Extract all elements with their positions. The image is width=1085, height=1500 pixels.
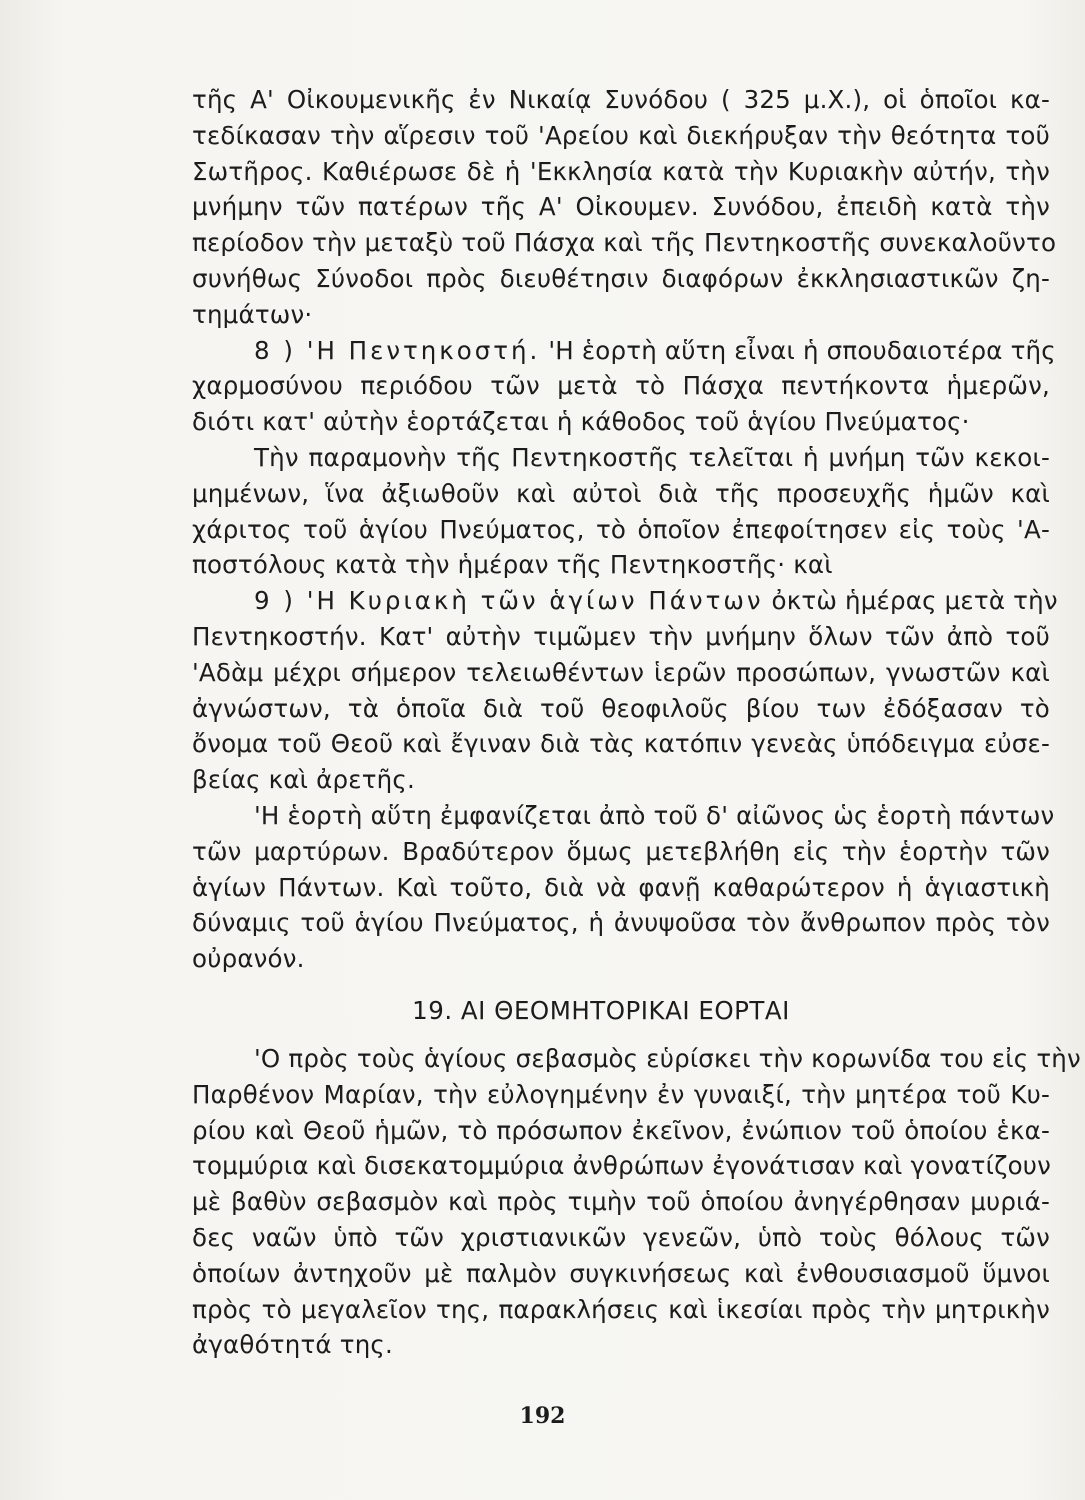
- text-line: συνήθως Σύνοδοι πρὸς διευθέτησιν διαφόρων ἐκκλησιαστικῶν ζη-: [192, 263, 1050, 293]
- text-line: ρίου καὶ Θεοῦ ἡμῶν, τὸ πρόσωπον ἐκεῖνον, ἐνώπιον τοῦ ὁποίου ἑκα-: [192, 1115, 1050, 1145]
- text-line: τῆς Α' Οἰκουμενικῆς ἐν Νικαίᾳ Συνόδου ( 325 μ.Χ.), οἱ ὁποῖοι κα-: [192, 85, 1050, 114]
- text-line: διότι κατ' αὐτὴν ἑορτάζεται ἡ κάθοδος τοῦ ἁγίου Πνεύματος·: [192, 407, 970, 437]
- text-line: [192, 333, 1056, 369]
- text-line: ἀγαθότητά της.: [192, 1330, 393, 1360]
- text-line: [192, 583, 1058, 619]
- text-line: βείας καὶ ἀρετῆς.: [192, 765, 415, 795]
- text-line: ὁποίων ἀντηχοῦν μὲ παλμὸν συγκινήσεως καὶ ἐνθουσιασμοῦ ὕμνοι: [192, 1258, 1050, 1288]
- text-line: 'Αδὰμ μέχρι σήμερον τελειωθέντων ἱερῶν προσώπων, γνωστῶν καὶ: [192, 657, 1050, 687]
- section-heading: 19. ΑΙ ΘΕΟΜΗΤΟΡΙΚΑΙ ΕΟΡΤΑΙ: [412, 995, 790, 1025]
- text-line: τεδίκασαν τὴν αἵρεσιν τοῦ 'Αρείου καὶ διεκήρυξαν τὴν θεότητα τοῦ: [192, 120, 1050, 150]
- text-line: ἁγίων Πάντων. Καὶ τοῦτο, διὰ νὰ φανῇ καθαρώτερον ἡ ἁγιαστικὴ: [192, 872, 1050, 902]
- text-line: τομμύρια καὶ δισεκατομμύρια ἀνθρώπων ἐγονάτισαν καὶ γονατίζουν: [192, 1151, 1052, 1181]
- page-number: 192: [519, 1403, 566, 1429]
- text-line: τημάτων·: [192, 299, 313, 329]
- text-line: ὄνομα τοῦ Θεοῦ καὶ ἔγιναν διὰ τὰς κατόπιν γενεὰς ὑπόδειγμα εὐσε-: [192, 729, 1050, 759]
- body-text: [192, 82, 1081, 1363]
- text-line: πρὸς τὸ μεγαλεῖον της, παρακλήσεις καὶ ἱκεσίαι πρὸς τὴν μητρικὴν: [192, 1294, 1050, 1324]
- text-line: τῶν μαρτύρων. Βραδύτερον ὅμως μετεβλήθη εἰς τὴν ἑορτὴν τῶν: [192, 836, 1050, 866]
- text-line: Τὴν παραμονὴν τῆς Πεντηκοστῆς τελεῖται ἡ μνήμη τῶν κεκοι-: [254, 442, 1050, 472]
- text-line: μημένων, ἵνα ἀξιωθοῦν καὶ αὐτοὶ διὰ τῆς προσευχῆς ἡμῶν καὶ: [192, 478, 1050, 508]
- section-lead-all-saints: 9 ) 'Η Κυριακὴ τῶν ἁγίων Πάντων: [254, 586, 764, 616]
- text-line: Σωτῆρος. Καθιέρωσε δὲ ἡ 'Εκκλησία κατὰ τὴν Κυριακὴν αὐτήν, τὴν: [192, 156, 1050, 186]
- text-fragment: 'Η ἑορτὴ αὕτη εἶναι ἡ σπουδαιοτέρα τῆς: [540, 335, 1056, 365]
- text-line: μὲ βαθὺν σεβασμὸν καὶ πρὸς τιμὴν τοῦ ὁποίου ἀνηγέρθησαν μυριά-: [192, 1187, 1050, 1217]
- text-line: χαρμοσύνου περιόδου τῶν μετὰ τὸ Πάσχα πεντήκοντα ἡμερῶν,: [192, 371, 1050, 401]
- text-line: 'Η ἑορτὴ αὕτη ἐμφανίζεται ἀπὸ τοῦ δ' αἰῶνος ὡς ἑορτὴ πάντων: [254, 800, 1055, 830]
- text-line: Πεντηκοστήν. Κατ' αὐτὴν τιμῶμεν τὴν μνήμην ὅλων τῶν ἀπὸ τοῦ: [192, 621, 1050, 651]
- text-line: 'Ο πρὸς τοὺς ἁγίους σεβασμὸς εὑρίσκει τὴν κορωνίδα του εἰς τὴν: [254, 1043, 1081, 1073]
- text-line: χάριτος τοῦ ἁγίου Πνεύματος, τὸ ὁποῖον ἐπεφοίτησεν εἰς τοὺς 'Α-: [192, 514, 1050, 544]
- text-fragment: ὀκτὼ ἡμέρας μετὰ τὴν: [763, 586, 1058, 616]
- text-line: δύναμις τοῦ ἁγίου Πνεύματος, ἡ ἀνυψοῦσα τὸν ἄνθρωπον πρὸς τὸν: [192, 908, 1050, 938]
- text-line: περίοδον τὴν μεταξὺ τοῦ Πάσχα καὶ τῆς Πεντηκοστῆς συνεκαλοῦντο: [192, 228, 1057, 258]
- section-lead-pentecost: 8 ) 'Η Πεντηκοστή.: [254, 335, 541, 365]
- text-line: ποστόλους κατὰ τὴν ἡμέραν τῆς Πεντηκοστῆς· καὶ: [192, 550, 833, 580]
- text-line: Παρθένον Μαρίαν, τὴν εὐλογημένην ἐν γυναιξί, τὴν μητέρα τοῦ Κυ-: [192, 1079, 1050, 1109]
- text-line: ἀγνώστων, τὰ ὁποῖα διὰ τοῦ θεοφιλοῦς βίου των ἐδόξασαν τὸ: [192, 693, 1050, 723]
- text-line: οὐρανόν.: [192, 944, 305, 974]
- text-line: δες ναῶν ὑπὸ τῶν χριστιανικῶν γενεῶν, ὑπὸ τοὺς θόλους τῶν: [192, 1222, 1050, 1252]
- text-line: μνήμην τῶν πατέρων τῆς Α' Οἰκουμεν. Συνόδου, ἐπειδὴ κατὰ τὴν: [192, 192, 1050, 222]
